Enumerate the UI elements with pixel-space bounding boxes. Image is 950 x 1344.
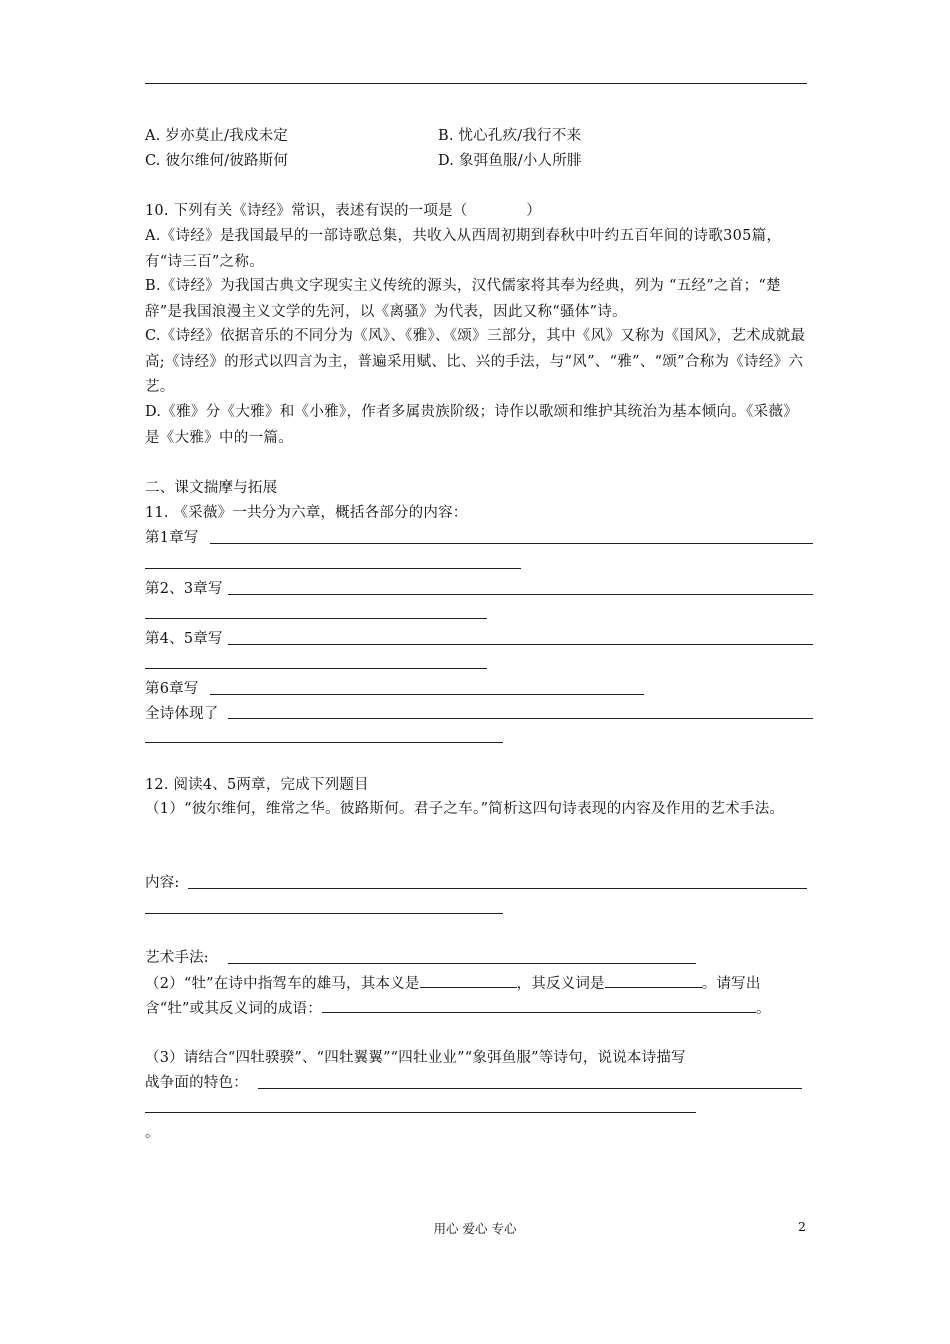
q12-part2-text-e: 。: [755, 1001, 771, 1017]
q12-part3-blank-2[interactable]: [145, 1112, 696, 1113]
q11-ch45-blank[interactable]: [228, 644, 813, 645]
q9-option-b: B. 忧心孔疚/我行不来: [438, 128, 582, 144]
q10-option-c: C.《诗经》依据音乐的不同分为《风》、《雅》、《颂》三部分，其中《风》又称为《国风》，艺术成就最高;《诗经》的形式以四言为主，普遍采用赋、比、兴的手法，与“风”、“雅”、“颂”合称为《诗经》六艺。: [145, 328, 806, 395]
q12-part2-text-d: 含“牡”或其反义词的成语：: [145, 1001, 322, 1017]
q11-ch1-blank-2[interactable]: [145, 568, 521, 569]
q12-part2-text-a: （2）“牡”在诗中指驾车的雄马，其本义是: [145, 976, 420, 992]
q11-ch1-blank[interactable]: [210, 543, 813, 544]
q11-whole-blank[interactable]: [228, 718, 813, 719]
q11-ch23-label: 第2、3章写: [145, 581, 223, 597]
header-rule: [145, 83, 807, 84]
q11-ch45-blank-2[interactable]: [145, 668, 487, 669]
q12-art-label: 艺术手法:: [145, 950, 209, 966]
footer-text: 用心 爱心 专心: [433, 1221, 517, 1236]
q12-part3-line1: （3）请结合“四牡骙骙”、“四牡翼翼”“四牡业业”“象弭鱼服”等诗句，说说本诗描写: [145, 1050, 686, 1066]
q11-ch23-blank[interactable]: [228, 594, 813, 595]
q12-part2-text-c: 。请写出: [701, 976, 761, 992]
page-number: 2: [798, 1219, 806, 1234]
q11-ch6-blank[interactable]: [210, 694, 644, 695]
q12-part2-blank-idiom[interactable]: [322, 998, 756, 1013]
q12-part3-end: 。: [145, 1125, 160, 1141]
q11-ch23-blank-2[interactable]: [145, 618, 487, 619]
q9-option-a: A. 岁亦莫止/我戍未定: [145, 128, 288, 144]
q12-part1: （1）“彼尔维何，维常之华。彼路斯何。君子之车。”简析这四句诗表现的内容及作用的艺术手法。: [145, 801, 785, 817]
q12-part3-blank[interactable]: [258, 1088, 802, 1089]
q12-content-label: 内容:: [145, 875, 180, 891]
q12-part2-blank-meaning[interactable]: [420, 973, 517, 988]
q12-stem: 12. 阅读4、5两章，完成下列题目: [145, 777, 369, 793]
q12-part3-line2: 战争面的特色：: [145, 1075, 248, 1091]
q11-ch6-label: 第6章写: [145, 681, 199, 697]
q12-part2-line2: [145, 998, 771, 1019]
q11-whole-blank-2[interactable]: [145, 742, 503, 743]
q10-option-d: D.《雅》分《大雅》和《小雅》，作者多属贵族阶级；诗作以歌颂和维护其统治为基本倾向。《采薇》是《大雅》中的一篇。: [145, 404, 799, 446]
q9-option-c: C. 彼尔维何/彼路斯何: [145, 153, 289, 169]
q11-ch1-label: 第1章写: [145, 530, 199, 546]
q11-ch45-label: 第4、5章写: [145, 631, 223, 647]
q12-content-blank-2[interactable]: [145, 913, 503, 914]
q12-content-blank[interactable]: [188, 888, 807, 889]
q12-art-blank[interactable]: [228, 963, 696, 964]
q12-part2-line1: [145, 973, 761, 994]
section-heading: 二、课文揣摩与拓展: [145, 480, 278, 496]
q11-whole-label: 全诗体现了: [145, 706, 219, 722]
q12-part2-blank-antonym[interactable]: [605, 973, 702, 988]
q11-stem: 11. 《采薇》一共分为六章，概括各部分的内容：: [145, 505, 468, 521]
q10-option-b: B.《诗经》为我国古典文字现实主义传统的源头，汉代儒家将其奉为经典，列为 “五经”之首；“楚辞”是我国浪漫主义文学的先河，以《离骚》为代表，因此又称“骚体”诗。: [145, 278, 781, 320]
q9-option-d: D. 象弭鱼服/小人所腓: [438, 153, 582, 169]
q12-part2-text-b: ，其反义词是: [516, 976, 605, 992]
q10-option-a: A.《诗经》是我国最早的一部诗歌总集，共收入从西周初期到春秋中叶约五百年间的诗歌305篇，有“诗三百”之称。: [145, 228, 782, 270]
q10-stem: 10. 下列有关《诗经》常识，表述有误的一项是（ ）: [145, 203, 541, 219]
